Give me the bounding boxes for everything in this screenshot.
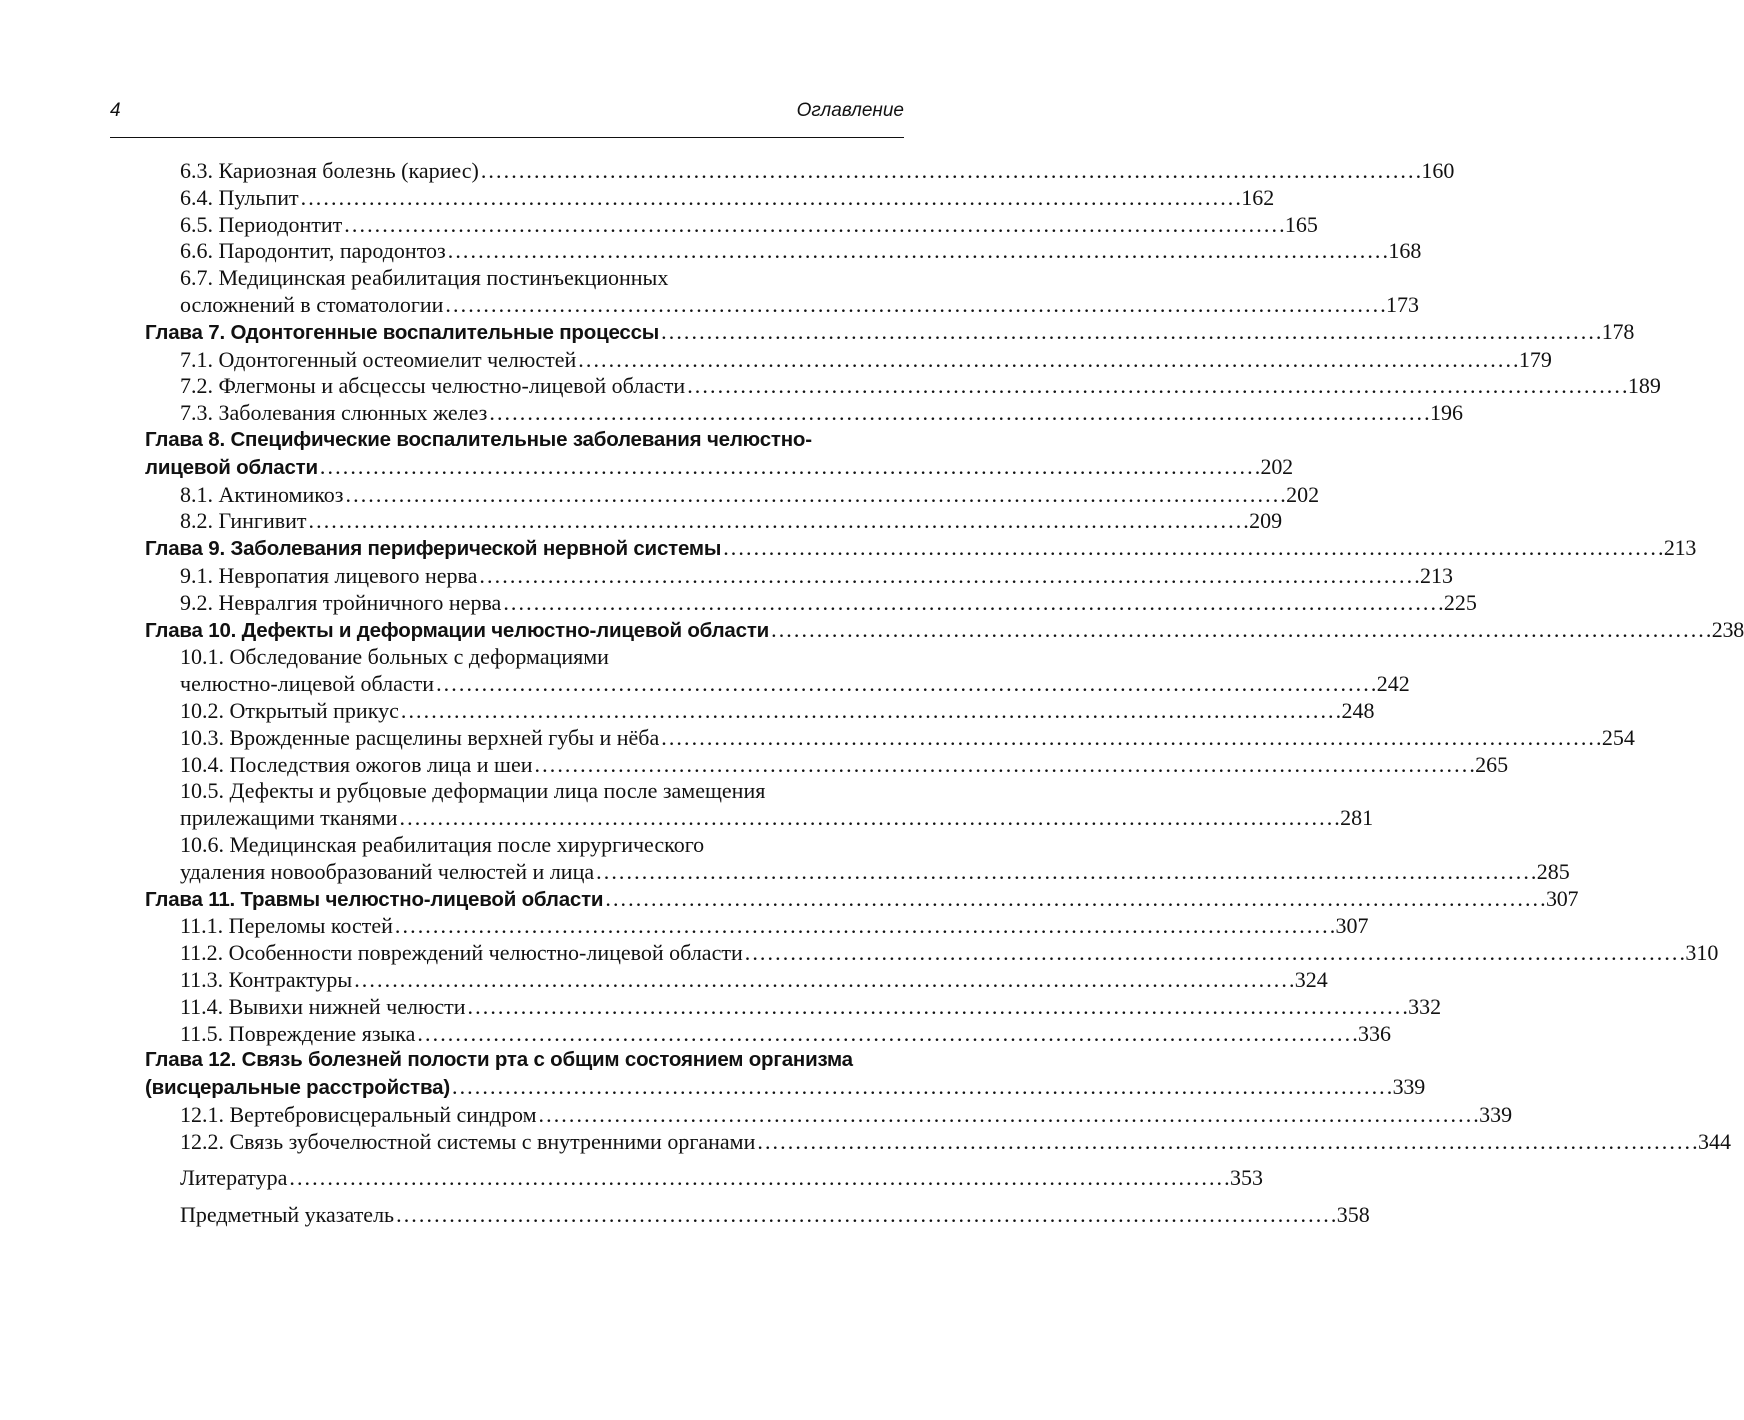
dot-leader [481, 158, 1420, 185]
toc-entry-title: Глава 9. Заболевания периферической нервной системы [145, 537, 722, 561]
toc-page-number: 225 [1443, 589, 1477, 615]
toc-entry-title: 10.2. Открытый прикус [180, 697, 399, 723]
toc-section-entry[interactable] [145, 751, 1509, 779]
toc-page-number: 202 [1286, 481, 1320, 507]
toc-entry-title: 11.5. Повреждение языка [180, 1020, 416, 1046]
toc-page-number: 248 [1341, 697, 1375, 723]
toc-section-entry[interactable] [145, 238, 1422, 265]
toc-entry-line [180, 1165, 1263, 1192]
dot-leader [578, 347, 1517, 374]
toc-entry-title: 7.2. Флегмоны и абсцессы челюстно-лицевой области [180, 373, 686, 399]
toc-page-number: 162 [1241, 184, 1275, 210]
dot-leader [395, 913, 1334, 940]
toc-page-number: 353 [1229, 1165, 1263, 1191]
toc-page-number: 336 [1358, 1020, 1392, 1046]
toc-section-entry[interactable] [145, 940, 1719, 967]
toc-page-number: 196 [1429, 400, 1463, 426]
toc-page-number: 173 [1386, 291, 1420, 317]
toc-section-entry[interactable] [145, 697, 1375, 725]
toc-section-entry[interactable] [145, 373, 1661, 400]
toc-entry-line [180, 1101, 1513, 1129]
toc-entry-line [145, 453, 1293, 482]
toc-entry-line [180, 400, 1463, 427]
toc-entry-title: 9.2. Невралгия тройничного нерва [180, 589, 502, 615]
toc-chapter-entry[interactable] [145, 1047, 1425, 1102]
toc-entry-title-line: Глава 12. Связь болезней полости рта с общим состоянием организма [145, 1048, 853, 1072]
dot-leader [535, 752, 1474, 779]
toc-section-entry[interactable] [145, 644, 1410, 698]
toc-entry-line [180, 508, 1283, 535]
toc-section-entry[interactable] [145, 562, 1454, 590]
toc-entry-line [180, 1128, 1731, 1156]
toc-entry-line [180, 211, 1318, 239]
toc-entry-line [180, 1202, 1370, 1229]
toc-entry-title: 8.1. Актиномикоз [180, 481, 344, 507]
toc-entry-line [145, 535, 1697, 563]
dot-leader [436, 671, 1375, 698]
toc-page-number: 339 [1479, 1101, 1513, 1127]
toc-spacer [145, 1192, 903, 1202]
dot-leader [757, 1129, 1696, 1156]
toc-section-entry[interactable] [145, 589, 1477, 617]
toc-entry-title: (висцеральные расстройства) [145, 1076, 450, 1100]
toc-entry-title: прилежащими тканями [180, 805, 398, 831]
toc-page-number: 285 [1536, 858, 1570, 884]
toc-page-number: 339 [1392, 1074, 1425, 1100]
dot-leader [448, 238, 1387, 265]
toc-section-entry[interactable] [145, 211, 1318, 239]
toc-page-number: 324 [1294, 966, 1328, 992]
toc-section-entry[interactable] [145, 508, 1283, 535]
dot-leader [346, 482, 1285, 509]
toc-entry-title: 12.1. Вертебровисцеральный синдром [180, 1101, 537, 1127]
toc-section-entry[interactable] [145, 400, 1463, 427]
toc-entry-line [180, 589, 1477, 617]
section-title: Оглавление [796, 100, 904, 121]
dot-leader [596, 859, 1535, 886]
toc-chapter-entry[interactable] [145, 318, 1635, 347]
toc-section-entry[interactable] [145, 265, 1420, 319]
toc-page-number: 344 [1697, 1128, 1731, 1154]
toc-chapter-entry[interactable] [145, 535, 1697, 563]
toc-section-entry[interactable] [145, 778, 1374, 832]
toc-section-entry[interactable] [145, 831, 1570, 886]
toc-section-entry[interactable] [145, 993, 1442, 1021]
toc-entry-line [180, 291, 1420, 319]
toc-entry-title: удаления новообразований челюстей и лица [180, 858, 595, 884]
dot-leader [289, 1165, 1228, 1192]
toc-section-entry[interactable] [145, 724, 1635, 752]
toc-entry-title: 10.4. Последствия ожогов лица и шеи [180, 751, 533, 777]
dot-leader [661, 725, 1600, 752]
toc-entry-title: 11.2. Особенности повреждений челюстно-лицевой области [180, 940, 743, 966]
toc-section-entry[interactable] [145, 1020, 1392, 1048]
toc-page-number: 358 [1336, 1202, 1370, 1228]
toc-entry-line [180, 805, 1374, 832]
dot-leader [723, 535, 1662, 562]
toc-entry-title: Глава 11. Травмы челюстно-лицевой области [145, 887, 604, 911]
toc-entry-title: 10.3. Врожденные расщелины верхней губы и нёба [180, 724, 660, 750]
toc-entry-line [180, 373, 1661, 400]
dot-leader [687, 373, 1626, 400]
toc-entry-title-line: 10.1. Обследование больных с деформациями [180, 644, 609, 670]
toc-page-number: 179 [1518, 346, 1552, 372]
toc-page-number: 307 [1335, 913, 1369, 939]
toc-page-number: 265 [1475, 751, 1509, 777]
toc-page-number: 238 [1711, 616, 1744, 642]
dot-leader [344, 212, 1283, 239]
toc-entry-title: 6.4. Пульпит [180, 184, 299, 210]
toc-entry-title: Глава 10. Дефекты и деформации челюстно-лицевой области [145, 618, 770, 642]
toc-page-number: 189 [1627, 373, 1661, 399]
toc-spacer [145, 1155, 903, 1165]
toc-entry-title: Глава 7. Одонтогенные воспалительные процессы [145, 320, 660, 344]
toc-section-entry[interactable] [145, 184, 1275, 212]
toc-entry-line [180, 1020, 1392, 1048]
toc-entry-line [145, 318, 1635, 347]
toc-section-entry[interactable] [145, 1101, 1513, 1129]
toc-page-number: 209 [1249, 508, 1283, 534]
toc-entry-title: 12.2. Связь зубочелюстной системы с внутренними органами [180, 1128, 756, 1154]
toc-entry-title-line: 6.7. Медицинская реабилитация постинъекционных [180, 265, 669, 291]
toc-entry-title-line: Глава 8. Специфические воспалительные заболевания челюстно- [145, 427, 812, 451]
toc-entry-line [180, 697, 1375, 725]
toc-entry-line [180, 346, 1552, 374]
toc-page-number: 242 [1376, 671, 1410, 697]
toc-page-number: 178 [1601, 318, 1635, 344]
dot-leader [745, 940, 1684, 967]
header-rule [110, 137, 904, 138]
dot-leader [468, 994, 1407, 1021]
dot-leader [479, 563, 1418, 590]
dot-leader [417, 1021, 1356, 1048]
dot-leader [605, 886, 1544, 913]
toc-entry-line [180, 993, 1442, 1021]
toc-page-number: 254 [1601, 724, 1635, 750]
toc-page-number: 281 [1340, 805, 1374, 831]
toc-entry-title: челюстно-лицевой области [180, 671, 435, 697]
dot-leader [301, 185, 1240, 212]
toc-entry-line [145, 885, 1579, 914]
toc-page-number: 165 [1284, 211, 1318, 237]
toc-chapter-entry[interactable] [145, 427, 1293, 482]
toc-entry-line [180, 671, 1410, 698]
toc-section-entry[interactable] [145, 1128, 1731, 1156]
toc-entry-line [180, 858, 1570, 886]
dot-leader [401, 698, 1340, 725]
toc-entry-title: 7.3. Заболевания слюнных желез [180, 400, 488, 426]
toc-entry-title: Литература [180, 1165, 288, 1191]
dot-leader [320, 454, 1259, 481]
toc-page-number: 310 [1685, 940, 1719, 966]
toc-entry-line [180, 966, 1328, 994]
toc-entry-title: 6.3. Кариозная болезнь (кариес) [180, 158, 479, 183]
toc-entry-line [180, 481, 1320, 509]
toc-section-entry[interactable] [145, 481, 1320, 509]
toc-entry-line [180, 158, 1455, 185]
dot-leader [400, 805, 1339, 832]
dot-leader [503, 590, 1442, 617]
toc-section-entry[interactable] [145, 346, 1552, 374]
toc-entry-title: 9.1. Невропатия лицевого нерва [180, 562, 478, 588]
toc-chapter-entry[interactable] [145, 616, 1744, 645]
toc-entry-title: 6.6. Пародонтит, пародонтоз [180, 238, 446, 264]
toc-entry-title-line: 10.5. Дефекты и рубцовые деформации лица после замещения [180, 778, 766, 804]
toc-entry-title: 11.1. Переломы костей [180, 913, 393, 939]
dot-leader [396, 1202, 1335, 1229]
dot-leader [309, 508, 1248, 535]
toc-page-number: 168 [1388, 238, 1422, 264]
dot-leader [539, 1102, 1478, 1129]
toc-section-entry[interactable] [145, 158, 1455, 185]
toc-entry-title: 7.1. Одонтогенный остеомиелит челюстей [180, 346, 577, 372]
toc-entry-title: осложнений в стоматологии [180, 291, 444, 317]
table-of-contents [145, 158, 1744, 1229]
toc-entry-title: Предметный указатель [180, 1202, 395, 1228]
dot-leader [661, 319, 1600, 346]
toc-page-number: 202 [1260, 453, 1293, 479]
toc-page-number: 213 [1420, 562, 1454, 588]
toc-entry-line [180, 238, 1422, 265]
toc-entry-title: 8.2. Гингивит [180, 508, 307, 534]
toc-page-number: 213 [1663, 535, 1697, 561]
toc-entry-line [180, 562, 1454, 590]
toc-entry-line [180, 751, 1509, 779]
toc-page-number: 307 [1545, 885, 1579, 911]
toc-entry-title: 6.5. Периодонтит [180, 211, 343, 237]
dot-leader [354, 967, 1293, 994]
page-number: 4 [110, 100, 121, 121]
toc-section-entry[interactable] [145, 913, 1369, 940]
toc-entry-line [180, 913, 1369, 940]
toc-entry-line [180, 724, 1635, 752]
toc-entry-line [180, 940, 1719, 967]
running-head [110, 100, 904, 132]
toc-section-entry[interactable] [145, 966, 1328, 994]
toc-entry-line [180, 184, 1275, 212]
toc-entry-title-line: 10.6. Медицинская реабилитация после хирургического [180, 831, 705, 857]
toc-entry-line [145, 1074, 1425, 1102]
toc-chapter-entry[interactable] [145, 885, 1579, 914]
dot-leader [445, 292, 1384, 319]
toc-page-number: 332 [1408, 993, 1442, 1019]
dot-leader [771, 617, 1710, 644]
toc-section-entry[interactable] [145, 1202, 1370, 1229]
dot-leader [489, 400, 1428, 427]
toc-entry-title: лицевой области [145, 455, 318, 479]
toc-section-entry[interactable] [145, 1165, 1263, 1192]
toc-entry-title: 11.4. Вывихи нижней челюсти [180, 993, 466, 1019]
toc-entry-line [145, 616, 1744, 645]
toc-page-number: 160 [1421, 158, 1455, 183]
dot-leader [452, 1074, 1391, 1101]
toc-entry-title: 11.3. Контрактуры [180, 966, 353, 992]
